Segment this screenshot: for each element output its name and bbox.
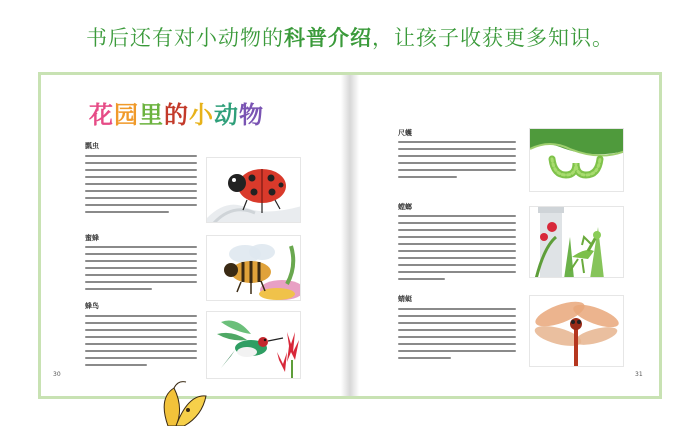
entry-text-mantis [398, 215, 516, 285]
entry-title-mantis: 螳螂 [398, 203, 412, 211]
title-char: 园 [114, 101, 139, 129]
right-page [352, 75, 659, 396]
entry-text-bee [85, 246, 197, 295]
page-number-left: 30 [53, 371, 61, 378]
entry-title-inchworm: 尺蠖 [398, 129, 412, 137]
hummingbird-picture [206, 311, 301, 379]
headline-emphasis: 科普介绍 [284, 26, 372, 50]
bee-picture [206, 235, 301, 301]
inchworm-picture [529, 128, 624, 192]
book-title [89, 95, 264, 130]
title-char: 动 [214, 101, 239, 129]
mantis-picture [529, 206, 624, 278]
title-char: 里 [139, 101, 164, 129]
entry-text-inchworm [398, 141, 516, 183]
headline-text-end: ，让孩子收获更多知识。 [372, 26, 614, 50]
ladybug-picture [206, 157, 301, 223]
dragonfly-picture [529, 295, 624, 367]
title-char: 物 [239, 101, 264, 129]
book-spread [41, 75, 659, 396]
headline-text: 书后还有对小动物的 [86, 26, 284, 50]
entry-text-hummingbird [85, 315, 197, 371]
butterfly-illustration [128, 378, 218, 426]
entry-title-hummingbird: 蜂鸟 [85, 302, 99, 310]
entry-text-dragonfly [398, 308, 516, 364]
entry-text-ladybug [85, 155, 197, 218]
entry-title-dragonfly: 蜻蜓 [398, 295, 412, 303]
title-char: 小 [189, 101, 214, 129]
title-char: 花 [89, 101, 114, 129]
entry-title-bee: 蜜蜂 [85, 234, 99, 242]
entry-title-ladybug: 瓢虫 [85, 142, 99, 150]
headline [0, 22, 700, 52]
left-page [41, 75, 348, 396]
title-char: 的 [164, 101, 189, 129]
page-number-right: 31 [635, 371, 643, 378]
